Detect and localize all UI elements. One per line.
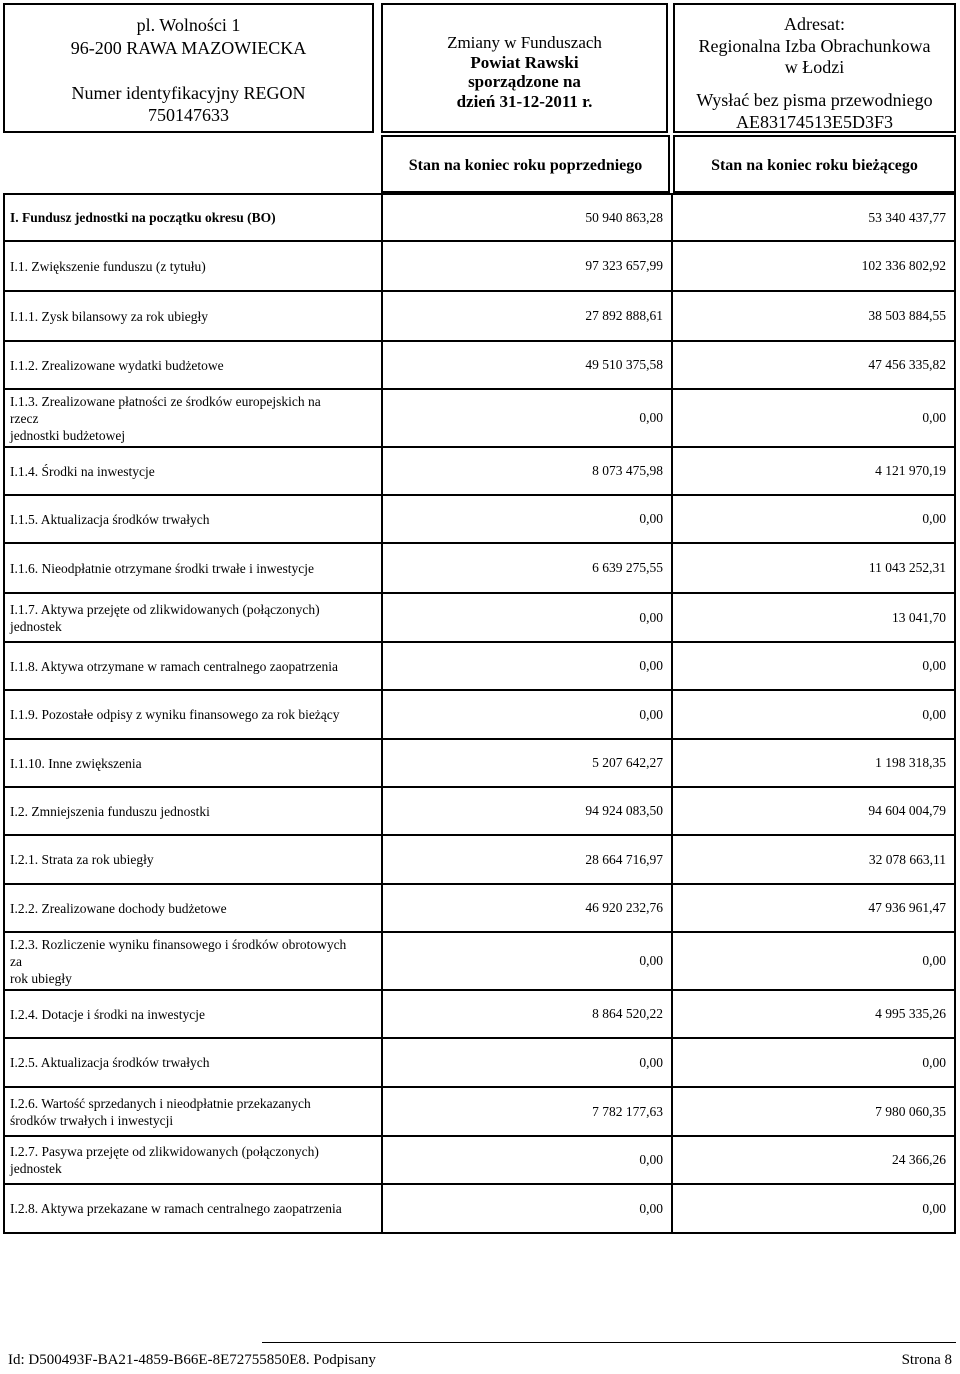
row-label-line: I.1.5. Aktualizacja środków trwałych	[10, 511, 210, 527]
table-row	[5, 788, 954, 836]
row-label-line: I.1.2. Zrealizowane wydatki budżetowe	[10, 357, 224, 373]
column-header-prev-year: Stan na koniec roku poprzedniego	[381, 135, 670, 193]
row-label-line: za	[10, 953, 22, 969]
value-current-year: 47 456 335,82	[868, 357, 946, 372]
row-label-line: I.2.2. Zrealizowane dochody budżetowe	[10, 900, 227, 916]
value-prev-year: 28 664 716,97	[381, 836, 673, 883]
row-label-line: I.2.4. Dotacje i środki na inwestycje	[10, 1006, 205, 1022]
header-recipient-box	[673, 3, 956, 133]
table-row	[5, 594, 954, 643]
value-prev-year: 7 782 177,63	[381, 1088, 673, 1135]
row-label	[5, 691, 381, 738]
value-prev-year: 0,00	[381, 643, 673, 689]
table-row	[5, 390, 954, 448]
row-label	[5, 836, 381, 883]
report-prepared-label: sporządzone na	[468, 72, 581, 91]
row-label	[5, 933, 381, 989]
table-row	[5, 1185, 954, 1232]
row-label-line: I.1.4. Środki na inwestycje	[10, 463, 155, 479]
row-label	[5, 594, 381, 641]
recipient-label: Adresat:	[784, 14, 845, 34]
value-current-year: 53 340 437,77	[868, 209, 946, 225]
footer-page-number: Strona 8	[901, 1352, 952, 1368]
row-label	[5, 788, 381, 834]
table-row	[5, 691, 954, 740]
value-current-year: 0,00	[922, 511, 946, 526]
value-current-year: 0,00	[922, 410, 946, 425]
row-label-line: I.1. Zwiększenie funduszu (z tytułu)	[10, 258, 206, 274]
row-label-line: I.2.3. Rozliczenie wyniku finansowego i środków obrotowych	[10, 936, 347, 952]
table-row	[5, 292, 954, 342]
row-label-line: I.2.1. Strata za rok ubiegły	[10, 852, 154, 867]
value-current-year: 4 121 970,19	[875, 463, 946, 478]
value-current-year: 24 366,26	[892, 1152, 946, 1167]
value-prev-year: 27 892 888,61	[381, 292, 673, 340]
row-label-line: I. Fundusz jednostki na początku okresu (BO)	[10, 210, 276, 225]
row-label-line: I.1.7. Aktywa przejęte od zlikwidowanych (połączonych)	[10, 601, 320, 617]
table-row	[5, 933, 954, 991]
row-label-line: jednostki budżetowej	[10, 427, 126, 443]
value-prev-year: 94 924 083,50	[381, 788, 673, 834]
row-label	[5, 885, 381, 931]
row-label-line: I.2.7. Pasywa przejęte od zlikwidowanych (połączonych)	[10, 1144, 319, 1159]
value-prev-year: 0,00	[381, 1137, 673, 1183]
row-label-line: rzecz	[10, 410, 39, 426]
regon-label: Numer identyfikacyjny REGON	[71, 83, 306, 103]
value-current-year: 47 936 961,47	[868, 900, 946, 915]
value-current-year: 4 995 335,26	[875, 1006, 946, 1021]
value-prev-year: 8 073 475,98	[381, 448, 673, 494]
document-code: AE83174513E5D3F3	[736, 112, 893, 132]
row-label	[5, 1185, 381, 1232]
recipient-city: w Łodzi	[784, 57, 845, 77]
row-label	[5, 643, 381, 689]
table-row	[5, 544, 954, 594]
table-row	[5, 448, 954, 496]
sender-address-line2: 96-200 RAWA MAZOWIECKA	[70, 38, 307, 58]
value-current-year: 7 980 060,35	[875, 1103, 946, 1119]
row-label-line: jednostek	[10, 1161, 62, 1176]
value-prev-year: 97 323 657,99	[381, 242, 673, 290]
value-prev-year: 6 639 275,55	[381, 544, 673, 592]
row-label-line: jednostek	[10, 618, 62, 634]
row-label	[5, 242, 381, 290]
send-instruction: Wysłać bez pisma przewodniego	[696, 90, 933, 110]
value-prev-year: 0,00	[381, 933, 673, 989]
row-label	[5, 342, 381, 388]
value-prev-year: 0,00	[381, 691, 673, 738]
value-current-year: 11 043 252,31	[868, 560, 946, 575]
row-label	[5, 448, 381, 494]
sender-address-line1: pl. Wolności 1	[136, 15, 241, 35]
row-label-line: I.1.10. Inne zwiększenia	[10, 755, 142, 771]
value-prev-year: 49 510 375,58	[381, 342, 673, 388]
row-label	[5, 292, 381, 340]
header-title-box	[381, 3, 668, 133]
row-label	[5, 390, 381, 446]
row-label	[5, 1137, 381, 1183]
value-current-year: 0,00	[922, 1200, 946, 1216]
row-label-line: I.1.9. Pozostałe odpisy z wyniku finansowego za rok bieżący	[10, 707, 340, 722]
value-prev-year: 0,00	[381, 1185, 673, 1232]
row-label-line: I.1.8. Aktywa otrzymane w ramach centralnego zaopatrzenia	[10, 658, 338, 674]
table-row	[5, 740, 954, 788]
table-row	[5, 1137, 954, 1185]
value-prev-year: 46 920 232,76	[381, 885, 673, 931]
row-label-line: środków trwałych i inwestycji	[10, 1112, 174, 1128]
value-prev-year: 0,00	[381, 594, 673, 641]
footer-signature-id: Id: D500493F-BA21-4859-B66E-8E72755850E8. Podpisany	[8, 1352, 376, 1368]
report-entity: Powiat Rawski	[470, 52, 579, 72]
value-current-year: 102 336 802,92	[861, 258, 946, 273]
row-label-line: I.2.6. Wartość sprzedanych i nieodpłatnie przekazanych	[10, 1095, 311, 1111]
value-current-year: 0,00	[922, 953, 946, 968]
value-prev-year: 8 864 520,22	[381, 991, 673, 1037]
row-label-line: I.1.3. Zrealizowane płatności ze środków europejskich na	[10, 393, 321, 409]
value-prev-year: 50 940 863,28	[381, 195, 673, 240]
recipient-name: Regionalna Izba Obrachunkowa	[698, 36, 931, 56]
table-row	[5, 342, 954, 390]
value-prev-year: 5 207 642,27	[381, 740, 673, 786]
value-prev-year: 0,00	[381, 1039, 673, 1086]
regon-number: 750147633	[148, 105, 229, 125]
table-row	[5, 1088, 954, 1137]
column-header-current-year: Stan na koniec roku bieżącego	[673, 135, 956, 193]
table-row	[5, 643, 954, 691]
row-label	[5, 544, 381, 592]
row-label	[5, 1039, 381, 1086]
footer-divider	[262, 1342, 956, 1343]
table-row	[5, 1039, 954, 1088]
value-prev-year: 0,00	[381, 390, 673, 446]
table-row	[5, 195, 954, 242]
row-label	[5, 1088, 381, 1135]
value-current-year: 1 198 318,35	[875, 755, 946, 770]
table-row	[5, 836, 954, 885]
row-label-line: rok ubiegły	[10, 970, 72, 986]
value-current-year: 0,00	[922, 1054, 946, 1070]
row-label	[5, 195, 381, 240]
table-row	[5, 496, 954, 544]
report-date: dzień 31-12-2011 r.	[456, 91, 593, 111]
value-current-year: 32 078 663,11	[868, 851, 946, 867]
row-label-line: I.2. Zmniejszenia funduszu jednostki	[10, 803, 210, 819]
value-prev-year: 0,00	[381, 496, 673, 542]
report-title: Zmiany w Funduszach	[447, 33, 602, 52]
row-label	[5, 496, 381, 542]
row-label	[5, 740, 381, 786]
header-sender-box	[3, 3, 374, 133]
row-label-line: I.2.8. Aktywa przekazane w ramach centralnego zaopatrzenia	[10, 1201, 342, 1216]
row-label-line: I.1.6. Nieodpłatnie otrzymane środki trwałe i inwestycje	[10, 560, 315, 576]
row-label-line: I.2.5. Aktualizacja środków trwałych	[10, 1055, 210, 1070]
value-current-year: 0,00	[922, 706, 946, 722]
table-row	[5, 991, 954, 1039]
row-label-line: I.1.1. Zysk bilansowy za rok ubiegły	[10, 308, 208, 324]
value-current-year: 94 604 004,79	[868, 803, 946, 818]
table-row	[5, 885, 954, 933]
value-current-year: 13 041,70	[892, 609, 946, 625]
funds-changes-table	[3, 193, 956, 1234]
row-label	[5, 991, 381, 1037]
value-current-year: 38 503 884,55	[868, 308, 946, 323]
table-row	[5, 242, 954, 292]
value-current-year: 0,00	[922, 658, 946, 673]
